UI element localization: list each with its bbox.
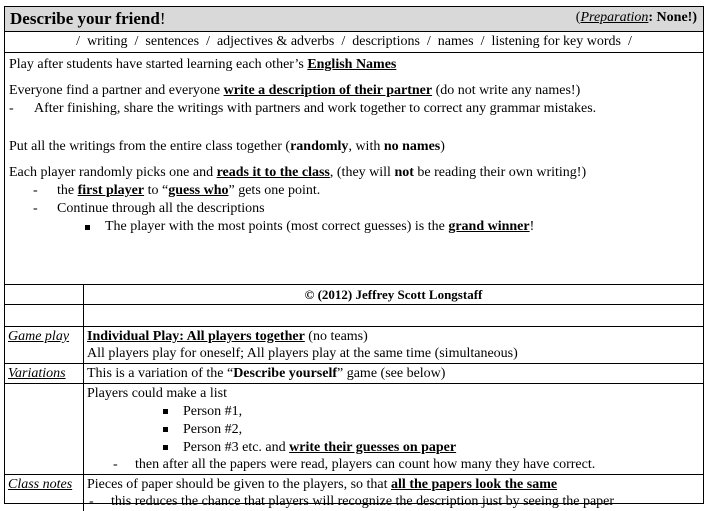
game-sheet (4, 6, 704, 509)
prep-value: : None!) (648, 10, 697, 25)
tag-separator: / (426, 34, 431, 49)
title-exclamation: ! (159, 9, 166, 28)
text: This is a variation of the “ (87, 366, 234, 381)
bold: no names (383, 139, 441, 154)
instructions (5, 53, 703, 285)
instruction-line (9, 56, 699, 74)
tag-separator: / (627, 34, 632, 49)
instruction-line (9, 164, 699, 182)
classnotes-line (87, 476, 700, 493)
emphasis: all the papers look the same (391, 477, 558, 492)
text: Each player randomly picks one and (9, 165, 217, 180)
text: then after all the papers were read, players can count how many they have correct. (135, 457, 596, 472)
table-row (5, 305, 703, 327)
text: (do not write any names!) (432, 83, 581, 98)
tag-separator: / (76, 34, 81, 49)
text: (no teams) (304, 329, 368, 344)
tag-writing: writing (87, 34, 128, 49)
bold: randomly (290, 139, 349, 154)
tag-descriptions: descriptions (352, 34, 420, 49)
dash-bullet: - (113, 457, 118, 472)
table-row (5, 364, 703, 384)
tag-separator: / (341, 34, 346, 49)
emphasis: English Names (307, 57, 397, 72)
tag-separator: / (206, 34, 210, 49)
text: ” gets one point. (228, 183, 321, 198)
emphasis: Individual Play: All players together (87, 329, 305, 344)
text: ! (529, 219, 535, 234)
text: Person #1, (183, 404, 243, 419)
square-bullet-icon (163, 409, 168, 414)
instruction-bullet (9, 218, 699, 236)
emphasis: grand winner (448, 219, 530, 234)
text: Person #3 etc. and (183, 440, 290, 455)
classnotes-label: Class notes (5, 475, 84, 511)
variations-cell (84, 364, 704, 384)
text: Everyone find a partner and everyone (9, 83, 224, 98)
text: this reduces the chance that players will recognize the description just by seeing the paper (111, 494, 615, 509)
bold: not (394, 165, 414, 180)
text: After finishing, share the writings with partners and work together to correct any grammar mistakes. (34, 101, 597, 116)
instruction-subline (9, 182, 699, 200)
gameplay-line: All players play for oneself; All players play at the same time (simultaneous) (87, 346, 518, 361)
tag-adjectives-adverbs: adjectives & adverbs (216, 34, 335, 49)
tag-sentences: sentences (145, 34, 200, 49)
emphasis: reads it to the class (216, 165, 330, 180)
text: Pieces of paper should be given to the players, so that (87, 477, 392, 492)
text: Person #2, (183, 422, 243, 437)
title-bar (5, 7, 703, 32)
list-item (87, 439, 700, 456)
skill-tags (5, 32, 703, 53)
table-row (5, 475, 703, 511)
dash-bullet: - (89, 494, 94, 509)
classnotes-cell (84, 475, 704, 511)
list-cell (84, 384, 704, 475)
emphasis: first player (77, 183, 145, 198)
table-row (5, 384, 703, 475)
dash-bullet: - (33, 201, 38, 216)
instruction-line (9, 138, 699, 156)
tag-separator: / (480, 34, 485, 49)
emphasis: write their guesses on paper (289, 440, 457, 455)
text: the (57, 183, 78, 198)
text: , with (348, 139, 384, 154)
gameplay-line (87, 328, 700, 345)
gameplay-label: Game play (5, 327, 84, 364)
empty-label-cell (5, 384, 84, 475)
prep-label: Preparation (580, 10, 649, 25)
details-table (5, 285, 703, 511)
page-title (10, 9, 166, 29)
empty-label-cell (5, 305, 84, 327)
emphasis: write a description of their partner (223, 83, 433, 98)
square-bullet-icon (85, 225, 90, 230)
instruction-subline (9, 100, 699, 118)
variations-label: Variations (5, 364, 84, 384)
empty-label-cell (5, 285, 84, 305)
text: ) (440, 139, 445, 154)
square-bullet-icon (163, 445, 168, 450)
table-row (5, 327, 703, 364)
text: The player with the most points (most correct guesses) is the (105, 219, 449, 234)
emphasis: guess who (168, 183, 229, 198)
text: ” game (see below) (337, 366, 446, 381)
text: be reading their own writing!) (413, 165, 587, 180)
instruction-subline (9, 200, 699, 218)
square-bullet-icon (163, 427, 168, 432)
text: Continue through all the descriptions (57, 201, 265, 216)
tag-names: names (437, 34, 474, 49)
copyright: © (2012) Jeffrey Scott Longstaff (304, 287, 483, 302)
table-row (5, 285, 703, 305)
bold: Describe yourself (233, 366, 337, 381)
empty-cell (84, 305, 704, 327)
list-item (87, 403, 700, 420)
dash-bullet: - (33, 183, 38, 198)
title-text: Describe your friend (10, 9, 160, 28)
prep-open: ( (575, 10, 581, 25)
list-intro: Players could make a list (87, 386, 227, 401)
instruction-line (9, 82, 699, 100)
tag-listening: listening for key words (491, 34, 621, 49)
text: Play after students have started learning each other’s (9, 57, 308, 72)
text: , (they will (329, 165, 395, 180)
text: Put all the writings from the entire class together ( (9, 139, 291, 154)
dash-bullet: - (9, 101, 14, 116)
text: to “ (144, 183, 169, 198)
list-after (87, 456, 700, 473)
tag-separator: / (134, 34, 139, 49)
list-item (87, 421, 700, 438)
preparation-note (576, 10, 697, 26)
classnotes-subline (87, 493, 700, 510)
gameplay-cell (84, 327, 704, 364)
